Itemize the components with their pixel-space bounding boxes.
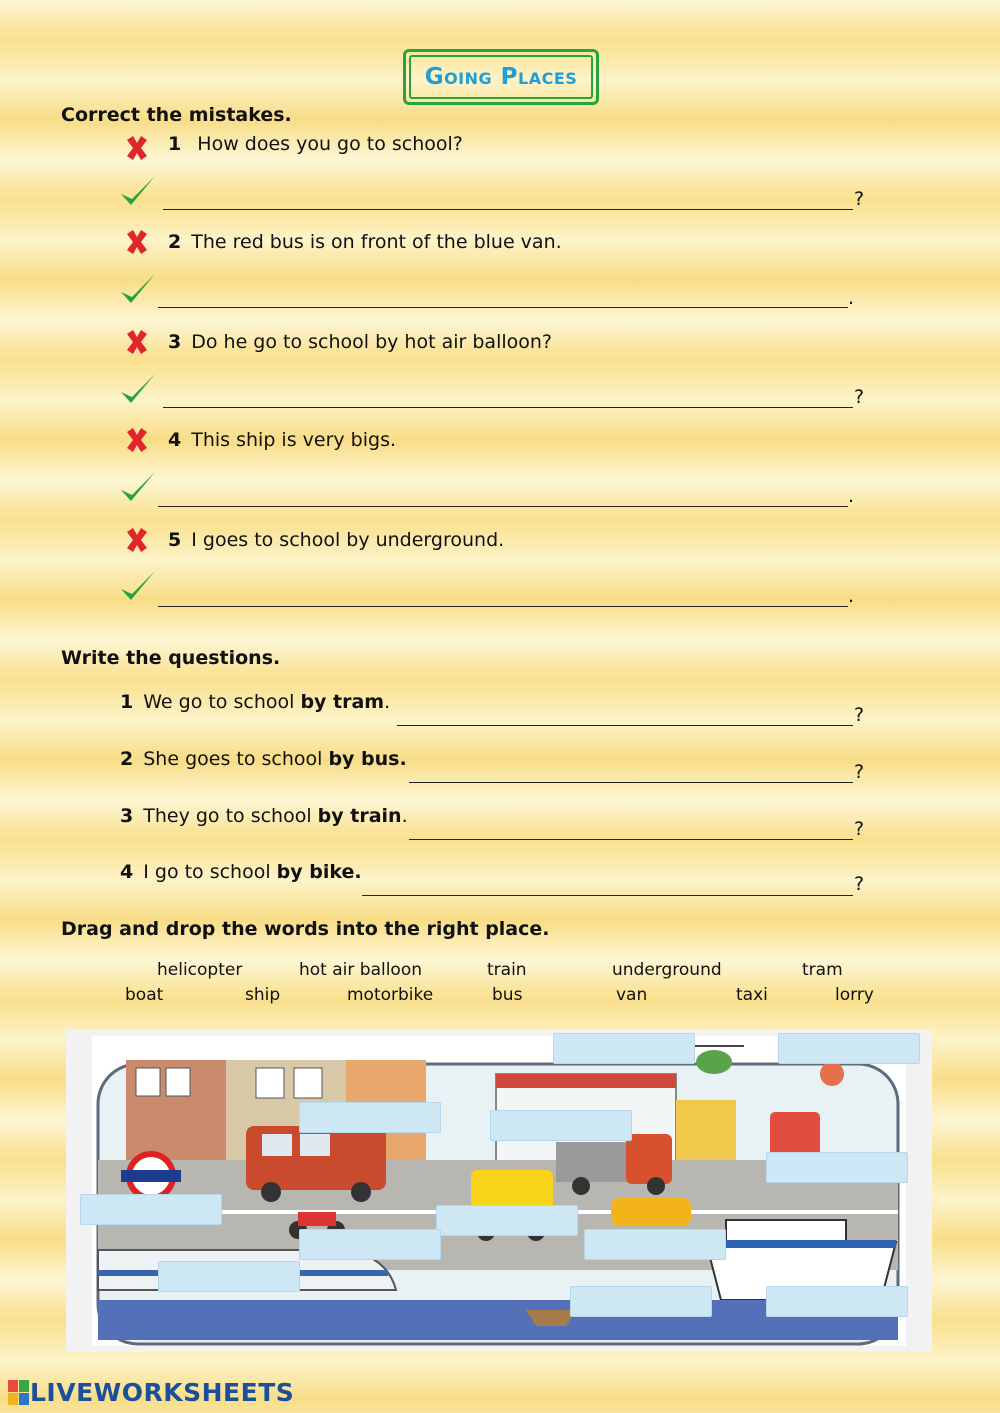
end-punct-1: ? — [854, 188, 865, 210]
question-prompt-2: 2 She goes to school by bus. — [120, 748, 407, 770]
word-taxi[interactable]: taxi — [736, 985, 768, 1005]
question-end-1: ? — [854, 704, 865, 726]
checkmark-icon — [118, 172, 158, 212]
question-prompt-1: 1 We go to school by tram. — [120, 691, 391, 713]
logo-mark-icon — [8, 1380, 30, 1406]
answer-field-3[interactable] — [163, 407, 853, 408]
mistake-sentence-4: 4 This ship is very bigs. — [168, 429, 397, 451]
checkmark-icon — [118, 270, 158, 310]
question-field-2[interactable] — [409, 782, 853, 783]
drop-zone[interactable] — [584, 1229, 726, 1260]
drop-zone[interactable] — [80, 1194, 222, 1225]
mistake-sentence-1: 1 How does you go to school? — [168, 133, 463, 155]
cross-icon — [123, 426, 151, 454]
drop-zone[interactable] — [490, 1110, 632, 1141]
answer-field-1[interactable] — [163, 209, 853, 210]
section-heading-dragdrop: Drag and drop the words into the right place. — [61, 918, 550, 940]
drop-zone[interactable] — [766, 1152, 908, 1183]
question-field-1[interactable] — [397, 725, 853, 726]
cross-icon — [123, 228, 151, 256]
drop-zone[interactable] — [778, 1033, 920, 1064]
end-punct-2: . — [848, 287, 855, 309]
question-end-4: ? — [854, 873, 865, 895]
mistake-sentence-3: 3 Do he go to school by hot air balloon? — [168, 331, 553, 353]
end-punct-4: . — [848, 485, 855, 507]
question-field-3[interactable] — [409, 839, 853, 840]
word-bus[interactable]: bus — [492, 985, 523, 1005]
street-scene-image — [66, 1030, 932, 1352]
question-prompt-3: 3 They go to school by train. — [120, 805, 408, 827]
drop-zone[interactable] — [766, 1286, 908, 1317]
word-train[interactable]: train — [487, 960, 527, 980]
word-boat[interactable]: boat — [125, 985, 164, 1005]
word-motorbike[interactable]: motorbike — [347, 985, 434, 1005]
question-end-2: ? — [854, 761, 865, 783]
answer-field-2[interactable] — [158, 307, 848, 308]
cross-icon — [123, 134, 151, 162]
section-heading-questions: Write the questions. — [61, 647, 281, 669]
answer-field-4[interactable] — [158, 506, 848, 507]
answer-field-5[interactable] — [158, 606, 848, 607]
word-helicopter[interactable]: helicopter — [157, 960, 243, 980]
drop-zone[interactable] — [299, 1102, 441, 1133]
word-ship[interactable]: ship — [245, 985, 281, 1005]
question-field-4[interactable] — [362, 895, 853, 896]
drop-zone[interactable] — [570, 1286, 712, 1317]
mistake-sentence-2: 2 The red bus is on front of the blue van. — [168, 231, 562, 253]
word-hot-air-balloon[interactable]: hot air balloon — [299, 960, 423, 980]
drop-zone[interactable] — [436, 1205, 578, 1236]
word-tram[interactable]: tram — [802, 960, 843, 980]
drop-zone[interactable] — [299, 1229, 441, 1260]
end-punct-3: ? — [854, 386, 865, 408]
page-title: Going Places — [424, 64, 578, 90]
brand-name: LIVEWORKSHEETS — [30, 1378, 295, 1407]
cross-icon — [123, 328, 151, 356]
title-frame — [403, 49, 599, 105]
liveworksheets-logo — [8, 1378, 294, 1407]
checkmark-icon — [118, 468, 158, 508]
section-heading-correct: Correct the mistakes. — [61, 104, 292, 126]
mistake-sentence-5: 5 I goes to school by underground. — [168, 529, 505, 551]
checkmark-icon — [118, 370, 158, 410]
drop-zone[interactable] — [553, 1033, 695, 1064]
word-lorry[interactable]: lorry — [835, 985, 874, 1005]
end-punct-5: . — [848, 585, 855, 607]
checkmark-icon — [118, 567, 158, 607]
cross-icon — [123, 526, 151, 554]
question-prompt-4: 4 I go to school by bike. — [120, 861, 362, 883]
word-van[interactable]: van — [616, 985, 648, 1005]
word-underground[interactable]: underground — [612, 960, 722, 980]
question-end-3: ? — [854, 818, 865, 840]
drop-zone[interactable] — [158, 1261, 300, 1292]
